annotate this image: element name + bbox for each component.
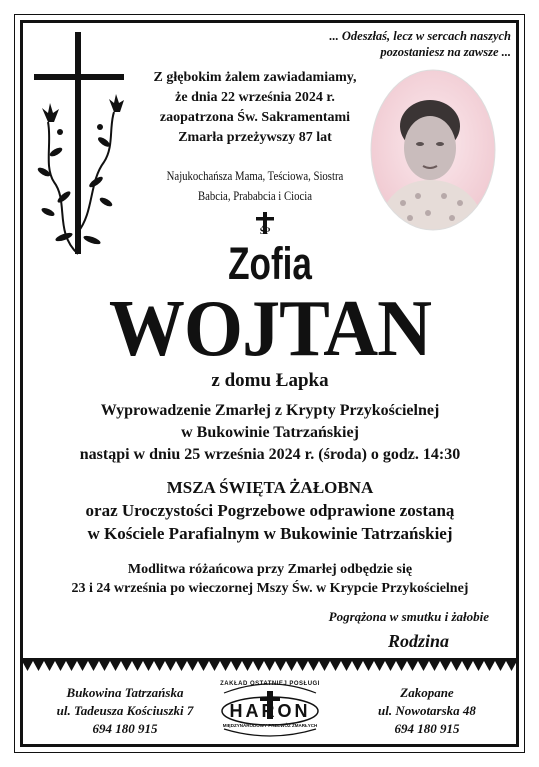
announcement-line: Zmarła przeżywszy 87 lat (178, 130, 332, 145)
mass-line: oraz Uroczystości Pogrzebowe odprawione zostaną (85, 501, 455, 520)
rosary-info (30, 560, 510, 598)
surname: WOJTAN (108, 285, 432, 373)
mass-line: w Kościele Parafialnym w Bukowinie Tatrzańskiej (87, 524, 453, 543)
footer-street: ul. Tadeusza Kościuszki 7 (56, 703, 194, 718)
footer-city: Bukowina Tatrzańska (66, 685, 184, 700)
announcement-line: że dnia 22 września 2024 r. (175, 90, 335, 105)
footer-street: ul. Nowotarska 48 (378, 703, 476, 718)
announcement-line: zaopatrzona Św. Sakramentami (159, 110, 351, 125)
haron-logo (210, 677, 330, 739)
motto-line: ... Odeszłaś, lecz w sercach naszych (329, 29, 511, 43)
family-roles-line: Babcia, Prababcia i Ciocia (197, 189, 313, 203)
announcement-line: Z głębokim żalem zawiadamiamy, (153, 70, 357, 85)
rosary-line: Modlitwa różańcowa przy Zmarłej odbędzie się (127, 562, 413, 577)
family-roles (165, 166, 346, 206)
family-signature: Rodzina (387, 631, 449, 651)
rosary-line: 23 i 24 września po wieczornej Mszy Św. w Krypcie Przykościelnej (71, 581, 469, 596)
footer-left-address (30, 684, 220, 738)
footer-phone: 694 180 915 (394, 721, 460, 736)
sorrow-line: Pogrążona w smutku i żałobie (328, 609, 489, 624)
procession-line: nastąpi w dniu 25 września 2024 r. (środa) o godz. 14:30 (79, 446, 461, 463)
logo-top-text: ZAKŁAD OSTATNIEJ POSŁUGI (220, 681, 320, 687)
sp-label: ŚP (259, 226, 271, 236)
procession-info (40, 400, 500, 466)
procession-line: Wyprowadzenie Zmarłej z Krypty Przykościelnej (100, 402, 440, 419)
logo-bottom-text: MIĘDZYNARODOWY PRZEWÓZ ZMARŁYCH (222, 723, 318, 728)
footer-phone: 694 180 915 (92, 721, 158, 736)
footer-city: Zakopane (400, 685, 454, 700)
portrait-photo (368, 68, 498, 233)
announcement (140, 68, 370, 148)
footer-right-address (352, 684, 502, 738)
mass-info (40, 476, 500, 545)
maiden-name: z domu Łapka (211, 370, 329, 391)
family-roles-line: Najukochańsza Mama, Teściowa, Siostra (166, 169, 344, 183)
cross-with-lilies-icon (34, 32, 130, 262)
mass-heading: MSZA ŚWIĘTA ŻAŁOBNA (166, 478, 374, 497)
motto (211, 28, 511, 60)
logo-name: HARON (229, 701, 311, 721)
decorative-zigzag-border (22, 658, 517, 672)
first-name: Zofia (228, 238, 312, 289)
procession-line: w Bukowinie Tatrzańskiej (181, 424, 359, 441)
motto-line: pozostaniesz na zawsze ... (380, 45, 511, 59)
